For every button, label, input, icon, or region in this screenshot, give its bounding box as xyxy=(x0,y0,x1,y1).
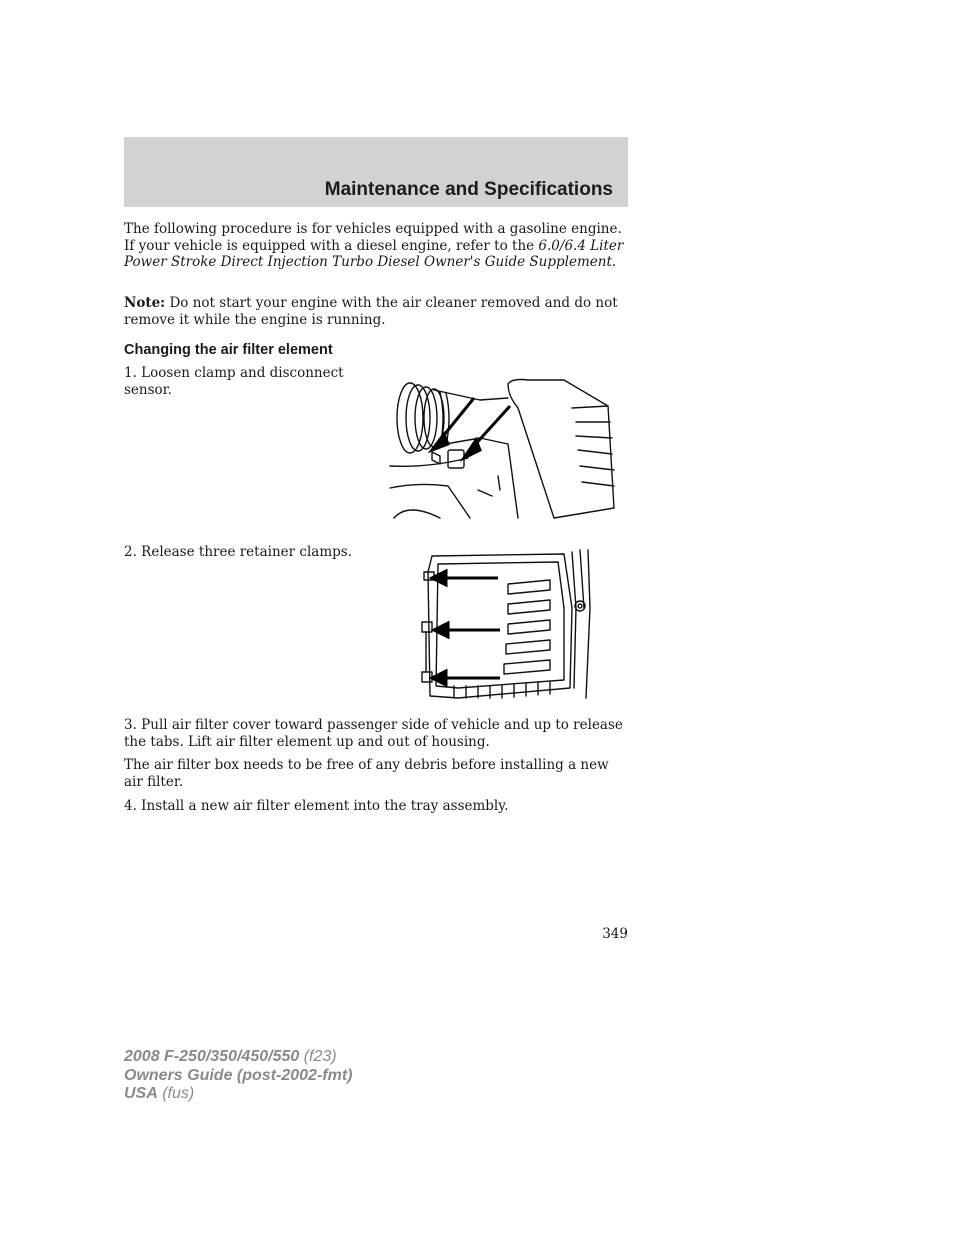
footer-model: 2008 F-250/350/450/550 xyxy=(124,1048,300,1065)
note-label: Note: xyxy=(124,295,166,311)
footer-guide-type: Owners Guide (post-2002-fmt) xyxy=(124,1066,353,1084)
step-1-text: 1. Loosen clamp and disconnect sensor. xyxy=(124,365,344,398)
page-number: 349 xyxy=(602,926,628,942)
footer-line-3 xyxy=(124,1085,352,1104)
footer-market-code: (fus) xyxy=(157,1085,195,1102)
illustration-air-intake-clamp-sensor xyxy=(388,378,616,520)
diesel-supplement-reference: 6.0/6.4 Liter Power Stroke Direct Injection Turbo Diesel Owner's Guide Supplement. xyxy=(124,237,624,271)
step-4-text: 4. Install a new air filter element into the tray assembly. xyxy=(124,798,509,814)
debris-note-text: The air filter box needs to be free of any debris before installing a new air filter. xyxy=(124,757,609,790)
section-header-band xyxy=(124,137,628,207)
note-text: Do not start your engine with the air cleaner removed and do not remove it while the engine is running. xyxy=(124,295,618,328)
step-2-text: 2. Release three retainer clamps. xyxy=(124,544,352,560)
footer-model-code: (f23) xyxy=(299,1048,337,1065)
illustration-retainer-clamps xyxy=(418,548,598,704)
subheading-air-filter: Changing the air filter element xyxy=(124,342,333,358)
document-footer xyxy=(124,1048,352,1104)
note-paragraph xyxy=(124,295,628,328)
footer-line-1 xyxy=(124,1048,352,1067)
section-title: Maintenance and Specifications xyxy=(324,179,613,200)
intro-paragraph xyxy=(124,221,628,271)
intro-text: The following procedure is for vehicles equipped with a gasoline engine. If your vehicle is equipped with a diesel engine, refer to the xyxy=(124,221,622,254)
step-3-text: 3. Pull air filter cover toward passenger side of vehicle and up to release the tabs. Lift air filter element up and out of housing. xyxy=(124,717,623,750)
footer-market: USA xyxy=(124,1085,158,1102)
footer-line-2 xyxy=(124,1067,352,1086)
